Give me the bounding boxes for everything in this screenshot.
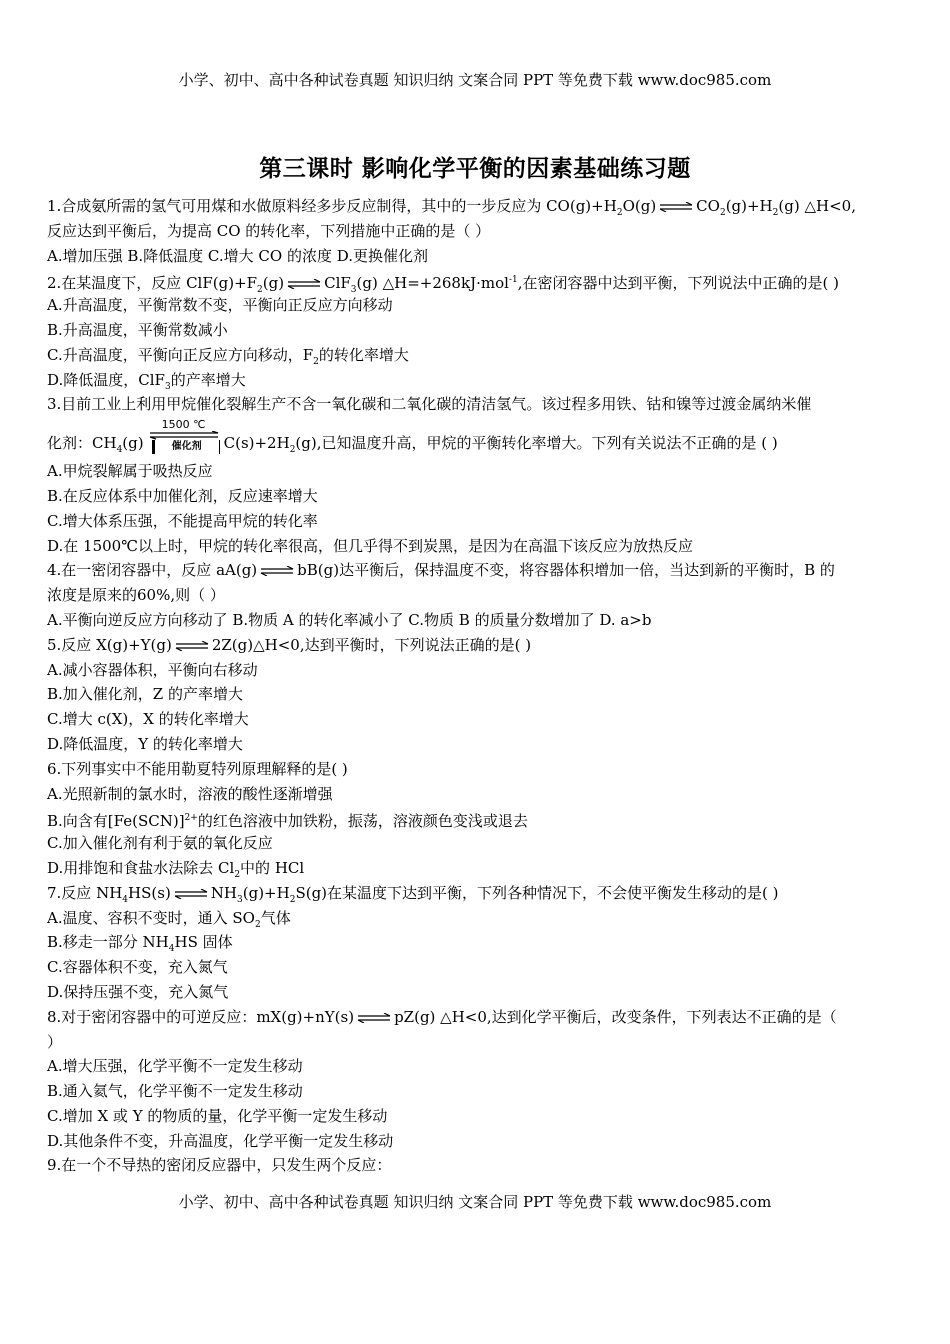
equilibrium-arrow-icon <box>260 566 294 576</box>
question-7-option-a: A.温度、容积不变时，通入 $SO_2$气体 <box>47 908 291 930</box>
question-4-stem: 4.在一密闭容器中，反应 aA(g) bB(g)达平衡后，保持温度不变，将容器体积增加一倍，当达到新的平衡时，B 的 <box>47 561 835 580</box>
question-3-option-d: D.在 1500℃以上时，甲烷的转化率很高，但几乎得不到炭黑，是因为在高温下该反应为放热反应 <box>47 536 693 555</box>
equilibrium-arrow-icon <box>659 202 693 212</box>
question-4-stem-cont: 浓度是原来的60%,则（ ） <box>47 586 225 605</box>
question-2-option-d: D.降低温度，ClF$_3$的产率增大 <box>47 370 246 392</box>
question-3-option-a: A.甲烷裂解属于吸热反应 <box>47 462 213 481</box>
reaction-catalyst: 催化剂 <box>152 440 220 454</box>
question-7-option-d: D.保持压强不变，充入氮气 <box>47 982 229 1001</box>
reaction-temperature: 1500 ℃ <box>161 418 206 432</box>
equilibrium-arrow-icon <box>357 1013 391 1023</box>
question-5-option-a: A.减小容器体积，平衡向右移动 <box>47 660 258 679</box>
question-1-options: A.增加压强 B.降低温度 C.增大 CO 的浓度 D.更换催化剂 <box>47 246 428 265</box>
question-6-option-c: C.加入催化剂有利于氨的氧化反应 <box>47 834 273 853</box>
question-7-stem: 7.反应 $NH_4HS(s)$ $NH_3(g)+H_2S(g)$在某温度下达到平衡，下列各种情况下，不会使平衡发生移动的是( ) <box>47 883 779 905</box>
question-3-option-b: B.在反应体系中加催化剂，反应速率增大 <box>47 486 318 505</box>
question-8-option-b: B.通入氦气，化学平衡不一定发生移动 <box>47 1082 303 1101</box>
question-8-stem: 8.对于密闭容器中的可逆反应：mX(g)+nY(s) pZ(g) △H<0,达到化学平衡后，改变条件，下列表达不正确的是（ <box>47 1007 837 1026</box>
question-2-option-a: A.升高温度，平衡常数不变，平衡向正反应方向移动 <box>47 296 393 315</box>
equilibrium-arrow-icon <box>175 641 209 651</box>
question-6-option-b: B.向含有$[Fe(SCN)]^{2+}$的红色溶液中加铁粉，振荡，溶液颜色变浅或退去 <box>47 812 528 831</box>
question-6-stem: 6.下列事实中不能用勒夏特列原理解释的是( ) <box>47 759 348 778</box>
page-footer: 小学、初中、高中各种试卷真题 知识归纳 文案合同 PPT 等免费下载 www.doc985.com <box>178 1193 772 1211</box>
question-7-option-b: B.移走一部分 $NH_4HS$ 固体 <box>47 933 233 955</box>
question-2-stem: 2.在某温度下，反应 $ClF(g)+F_2(g)$ ClF$_3$(g) △H=+268kJ·mol$^{-1}$,在密闭容器中达到平衡，下列说法中正确的是( ) <box>47 274 839 296</box>
question-1-stem-cont: 反应达到平衡后，为提高 CO 的转化率，下列措施中正确的是（ ） <box>47 221 491 240</box>
question-5-option-d: D.降低温度，Y 的转化率增大 <box>47 734 243 753</box>
equilibrium-arrow-icon <box>174 889 208 899</box>
question-5-stem: 5.反应 X(g)+Y(g) 2Z(g)△H<0,达到平衡时，下列说法正确的是( ) <box>47 635 532 654</box>
question-3-option-c: C.增大体系压强，不能提高甲烷的转化率 <box>47 511 318 530</box>
question-2-option-c: C.升高温度，平衡向正反应方向移动，$F_2$的转化率增大 <box>47 345 409 367</box>
question-9-stem: 9.在一个不导热的密闭反应器中，只发生两个反应： <box>47 1156 392 1175</box>
question-1-stem: 1.合成氨所需的氢气可用煤和水做原料经多步反应制得，其中的一步反应为 $CO(g)+H_2O(g)$ $CO_2(g)+H_2(g)$ △H<0, <box>47 197 856 218</box>
question-8-option-d: D.其他条件不变，升高温度，化学平衡一定发生移动 <box>47 1131 394 1150</box>
question-3-stem-cont: 化剂：$CH_4(g)$ 1500 ℃ 催化剂 $C(s)+2H_2(g)$,已知温度升高，甲烷的平衡转化率增大。下列有关说法不正确的是 ( ) <box>47 417 905 459</box>
document-title: 第三课时 影响化学平衡的因素基础练习题 <box>259 155 691 182</box>
question-8-stem-cont: ） <box>47 1032 63 1051</box>
exercise-content <box>47 194 905 1178</box>
question-5-option-c: C.增大 c(X)，X 的转化率增大 <box>47 710 249 729</box>
equilibrium-arrow-icon <box>148 431 220 440</box>
question-6-option-d: D.用排饱和食盐水法除去 $Cl_2$中的 HCl <box>47 858 305 880</box>
reaction-condition-arrow <box>148 418 220 458</box>
question-7-option-c: C.容器体积不变，充入氮气 <box>47 958 228 977</box>
equilibrium-arrow-icon <box>287 279 321 289</box>
page-header: 小学、初中、高中各种试卷真题 知识归纳 文案合同 PPT 等免费下载 www.doc985.com <box>178 71 772 89</box>
question-6-option-a: A.光照新制的氯水时，溶液的酸性逐渐增强 <box>47 784 333 803</box>
question-8-option-c: C.增加 X 或 Y 的物质的量，化学平衡一定发生移动 <box>47 1106 388 1125</box>
question-2-option-b: B.升高温度，平衡常数减小 <box>47 320 228 339</box>
question-4-options: A.平衡向逆反应方向移动了 B.物质 A 的转化率减小了 C.物质 B 的质量分数增加了 D. a>b <box>47 610 652 629</box>
question-3-stem: 3.目前工业上利用甲烷催化裂解生产不含一氧化碳和二氧化碳的清洁氢气。该过程多用铁、钴和镍等过渡金属纳米催 <box>47 395 812 414</box>
question-8-option-a: A.增大压强，化学平衡不一定发生移动 <box>47 1057 303 1076</box>
question-5-option-b: B.加入催化剂，Z 的产率增大 <box>47 685 243 704</box>
